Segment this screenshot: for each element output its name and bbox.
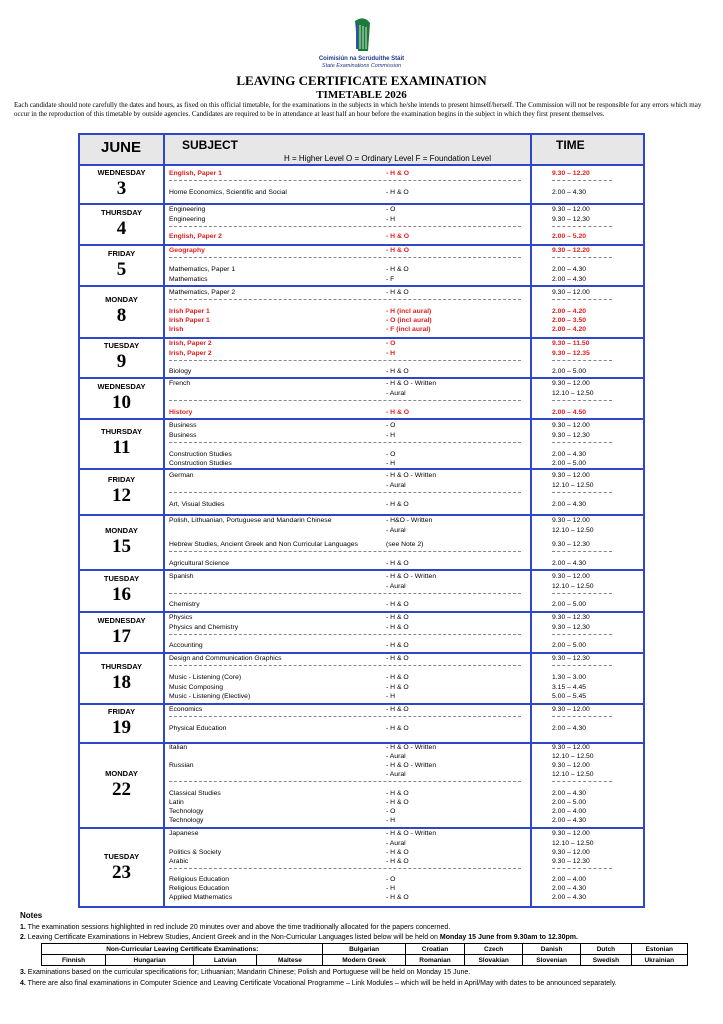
day-divider <box>80 244 643 246</box>
subject-name: French <box>169 380 191 387</box>
session-separator <box>169 226 521 227</box>
note-3 <box>20 969 470 976</box>
language-cell: Swedish <box>581 955 631 966</box>
day-date: 22 <box>112 778 131 800</box>
subject-name: Hebrew Studies, Ancient Greek and Non Curricular Languages <box>169 541 358 548</box>
day-divider <box>80 418 643 420</box>
day-date: 12 <box>112 485 131 506</box>
subject-name: Music - Listening (Elective) <box>169 693 251 700</box>
subject-level: - H & O <box>386 706 409 713</box>
subject-name: Latin <box>169 799 184 806</box>
subject-name: Economics <box>169 706 203 713</box>
day-date: 16 <box>112 584 131 605</box>
exam-time: 2.00 – 5.00 <box>552 368 587 375</box>
subject-name: Music Composing <box>169 684 224 691</box>
day-weekday: FRIDAY <box>107 475 136 484</box>
subject-level: - H <box>386 885 396 892</box>
time-column-divider <box>530 135 532 906</box>
subject-level: - Aural <box>386 840 406 847</box>
subject-level: - H & O <box>386 790 409 797</box>
subject-name: Irish <box>169 326 184 333</box>
exam-time: 2.00 – 4.30 <box>552 276 587 283</box>
org-name-irish: Coimisiún na Scrúduithe Stáit <box>318 56 405 62</box>
exam-time: 9.30 – 12.20 <box>552 170 590 177</box>
day-date: 8 <box>116 305 127 326</box>
exam-time: 2.00 – 4.30 <box>552 560 587 567</box>
session-separator <box>169 593 521 594</box>
subject-level: - H & O <box>386 289 409 296</box>
day-date: 18 <box>112 671 131 693</box>
exam-time: 9.30 – 12.00 <box>552 422 590 429</box>
subject-level: - H & O - Written <box>386 472 437 479</box>
language-cell: Modern Greek <box>323 955 405 966</box>
subject-name: Biology <box>169 368 192 375</box>
subject-name: Home Economics, Scientific and Social <box>169 189 287 196</box>
session-separator <box>169 781 521 782</box>
subject-level: - O <box>386 808 396 815</box>
day-divider <box>80 468 643 470</box>
session-separator <box>552 180 612 181</box>
language-cell: Hungarian <box>106 955 194 966</box>
exam-time: 2.00 – 4.00 <box>552 876 587 883</box>
exam-time: 2.00 – 4.50 <box>552 409 587 416</box>
languages-row-1 <box>42 944 688 955</box>
exam-time: 9.30 – 12.00 <box>552 706 590 713</box>
subject-name: Design and Communication Graphics <box>169 655 282 662</box>
subject-name: Polish, Lithuanian, Portuguese and Mandarin Chinese <box>169 517 332 524</box>
day-weekday: THURSDAY <box>101 427 142 436</box>
subject-name: Applied Mathematics <box>169 894 233 901</box>
exam-time: 9.30 – 12.00 <box>552 762 590 769</box>
note-1 <box>20 924 450 931</box>
session-separator <box>552 226 612 227</box>
subject-level: - H & O <box>386 501 409 508</box>
session-separator <box>169 400 521 401</box>
day-date: 3 <box>116 178 127 199</box>
session-separator <box>169 665 521 666</box>
subject-level: - H <box>386 693 396 700</box>
exam-time: 2.00 – 5.00 <box>552 460 587 467</box>
notes-heading: Notes <box>20 911 43 920</box>
exam-time: 12.10 – 12.50 <box>552 840 594 847</box>
exam-time: 2.00 – 4.30 <box>552 501 587 508</box>
day-weekday: FRIDAY <box>107 706 136 716</box>
subject-level: - H & O <box>386 684 409 691</box>
subject-level: - O <box>386 422 396 429</box>
subject-level: - H & O <box>386 674 409 681</box>
exam-time: 9.30 – 12.35 <box>552 350 590 357</box>
day-weekday: TUESDAY <box>103 341 140 350</box>
subject-name: Construction Studies <box>169 451 232 458</box>
day-weekday: FRIDAY <box>107 248 136 258</box>
subject-level: - H & O <box>386 614 409 621</box>
session-separator <box>169 360 521 361</box>
session-separator <box>169 257 521 258</box>
note-2-text: Leaving Certificate Examinations in Hebrew Studies, Ancient Greek and in the Non-Curricular Languages listed below will be held on <box>27 934 440 941</box>
subject-level: - O <box>386 340 396 347</box>
exam-time: 9.30 – 11.50 <box>552 340 590 347</box>
exam-time: 12.10 – 12.50 <box>552 753 594 760</box>
subject-name: Business <box>169 432 197 439</box>
subject-name: English, Paper 1 <box>169 170 222 177</box>
exam-time: 2.00 – 4.30 <box>552 451 587 458</box>
day-weekday: MONDAY <box>105 295 138 304</box>
language-cell: Bulgarian <box>323 944 405 955</box>
day-date: 9 <box>116 351 127 372</box>
language-cell: Maltese <box>257 955 323 966</box>
header-june: JUNE <box>101 139 142 156</box>
note-4-text: There are also final examinations in Computer Science and Leaving Certificate Vocational Programme – Link Modules – which will be held in April/May with dates to be announced separately. <box>27 980 617 987</box>
exam-time: 9.30 – 12.00 <box>552 472 590 479</box>
subject-name: Irish Paper 1 <box>169 308 210 315</box>
subject-name: Accounting <box>169 642 203 649</box>
subject-level: - Aural <box>386 583 406 590</box>
day-weekday: WEDNESDAY <box>97 615 146 625</box>
subject-level: - H & O <box>386 233 410 240</box>
day-divider <box>80 703 643 705</box>
subject-level: - H <box>386 817 396 824</box>
subject-level: - H & O <box>386 247 410 254</box>
exam-time: 2.00 – 4.30 <box>552 790 587 797</box>
subject-name: Politics & Society <box>169 849 222 856</box>
subject-level: - H & O <box>386 655 409 662</box>
session-separator <box>169 634 521 635</box>
session-separator <box>169 551 521 552</box>
note-4-number: 4. <box>20 980 26 987</box>
exam-time: 9.30 – 12.30 <box>552 216 590 223</box>
subject-level: - Aural <box>386 771 406 778</box>
exam-time: 9.30 – 12.00 <box>552 380 590 387</box>
exam-time: 12.10 – 12.50 <box>552 527 594 534</box>
day-divider <box>80 337 643 339</box>
harp-logo-icon <box>352 15 374 55</box>
day-date: 19 <box>112 716 131 738</box>
exam-time: 12.10 – 12.50 <box>552 583 594 590</box>
session-separator <box>552 551 612 552</box>
subject-name: Agricultural Science <box>169 560 230 567</box>
subject-name: Spanish <box>169 573 194 580</box>
subject-level: - F <box>386 276 395 283</box>
day-divider <box>80 611 643 613</box>
exam-time: 2.00 – 4.30 <box>552 894 587 901</box>
exam-time: 2.00 – 4.30 <box>552 189 587 196</box>
day-weekday: WEDNESDAY <box>97 168 146 177</box>
subject-level: - H & O <box>386 189 409 196</box>
exam-time: 2.00 – 5.20 <box>552 233 587 240</box>
exam-time: 2.00 – 4.20 <box>552 326 587 333</box>
subject-name: English, Paper 2 <box>169 233 222 240</box>
subject-name: History <box>169 409 193 416</box>
subject-level: - H & O <box>386 849 409 856</box>
subject-name: Physics <box>169 614 193 621</box>
subject-level: - H & O - Written <box>386 744 437 751</box>
session-separator <box>552 781 612 782</box>
subject-level: - O <box>386 206 396 213</box>
subject-level: - H & O <box>386 409 410 416</box>
subject-name: Technology <box>169 817 204 824</box>
exam-time: 2.00 – 4.30 <box>552 817 587 824</box>
header-time: TIME <box>556 138 585 152</box>
subject-level: - H & O <box>386 642 409 649</box>
exam-time: 9.30 – 12.30 <box>552 541 590 548</box>
subject-level: - H & O - Written <box>386 830 437 837</box>
exam-time: 9.30 – 12.30 <box>552 624 590 631</box>
subject-name: German <box>169 472 194 479</box>
day-date: 17 <box>112 625 131 647</box>
subject-name: Physics and Chemistry <box>169 624 239 631</box>
day-weekday: MONDAY <box>105 525 138 535</box>
date-column-divider <box>163 135 165 906</box>
session-separator <box>552 634 612 635</box>
subject-name: Russian <box>169 762 194 769</box>
day-divider <box>80 377 643 379</box>
subject-name: Technology <box>169 808 204 815</box>
session-separator <box>552 400 612 401</box>
intro-paragraph: Each candidate should note carefully the dates and hours, as fixed on this official timetable, for the examinations in the subjects in which he/she intends to present himself/herself. The Commission will not be responsible for any errors which may occur in the reproduction of this timetable by outside agencies. Candidates are required to be in attendance at least half an hour before the examination begins in the subject in which they first present themselves. <box>14 101 702 118</box>
day-divider <box>80 203 643 205</box>
subject-level: - Aural <box>386 390 406 397</box>
subject-name: Irish, Paper 2 <box>169 350 212 357</box>
exam-time: 9.30 – 12.00 <box>552 289 590 296</box>
subject-name: Mathematics <box>169 276 208 283</box>
language-cell: Slovakian <box>465 955 523 966</box>
subject-name: Engineering <box>169 206 206 213</box>
language-cell: Slovenian <box>522 955 580 966</box>
subject-level: - H & O <box>386 894 409 901</box>
subject-name: Music - Listening (Core) <box>169 674 242 681</box>
day-weekday: TUESDAY <box>103 574 140 583</box>
exam-time: 3.15 – 4.45 <box>552 684 587 691</box>
language-cell: Dutch <box>581 944 631 955</box>
day-divider <box>80 652 643 654</box>
page-subtitle: TIMETABLE 2026 <box>316 89 407 101</box>
exam-time: 9.30 – 12.00 <box>552 206 590 213</box>
language-cell: Finnish <box>42 955 106 966</box>
subject-name: Art, Visual Studies <box>169 501 225 508</box>
subject-name: Construction Studies <box>169 460 232 467</box>
day-date: 4 <box>116 217 127 239</box>
subject-name: Religious Education <box>169 876 230 883</box>
exam-time: 9.30 – 12.30 <box>552 858 590 865</box>
subject-level: - H & O <box>386 266 409 273</box>
note-2-date: Monday 15 June from 9.30am to 12.30pm. <box>439 934 578 941</box>
exam-time: 9.30 – 12.00 <box>552 849 590 856</box>
note-1-number: 1. <box>20 924 26 931</box>
day-date: 10 <box>112 391 131 413</box>
subject-level: - H & O <box>386 170 410 177</box>
page-title: LEAVING CERTIFICATE EXAMINATION <box>236 73 487 88</box>
session-separator <box>169 442 521 443</box>
exam-time: 2.00 – 5.00 <box>552 642 587 649</box>
language-cell: Estonian <box>631 944 687 955</box>
subject-name: Irish Paper 1 <box>169 317 210 324</box>
header-levels-legend: H = Higher Level O = Ordinary Level F = Foundation Level <box>284 154 491 163</box>
subject-name: Engineering <box>169 216 206 223</box>
exam-time: 1.30 – 3.00 <box>552 674 587 681</box>
language-cell: Ukrainian <box>631 955 687 966</box>
subject-level: - H & O <box>386 560 409 567</box>
subject-level: - F (incl aural) <box>386 326 431 333</box>
header-subject: SUBJECT <box>182 138 239 152</box>
subject-level: - Aural <box>386 527 406 534</box>
subject-level: (see Note 2) <box>386 541 424 548</box>
subject-level: - H <box>386 460 396 467</box>
exam-time: 9.30 – 12.30 <box>552 614 590 621</box>
subject-level: - O (incl aural) <box>386 317 432 324</box>
note-4 <box>20 980 617 987</box>
subject-level: - Aural <box>386 482 406 489</box>
subject-name: Mathematics, Paper 2 <box>169 289 236 296</box>
subject-level: - H & O <box>386 368 409 375</box>
subject-level: - H (incl aural) <box>386 308 432 315</box>
language-cell: Romanian <box>405 955 465 966</box>
exam-time: 2.00 – 5.00 <box>552 799 587 806</box>
org-name-english: State Examinations Commission <box>321 63 402 69</box>
subject-name: Mathematics, Paper 1 <box>169 266 236 273</box>
session-separator <box>552 868 612 869</box>
languages-row-2 <box>42 955 688 966</box>
exam-time: 9.30 – 12.00 <box>552 744 590 751</box>
session-separator <box>552 299 612 300</box>
exam-time: 9.30 – 12.00 <box>552 517 590 524</box>
exam-time: 12.10 – 12.50 <box>552 771 594 778</box>
subject-level: - H & O <box>386 799 409 806</box>
language-cell: Czech <box>465 944 523 955</box>
languages-table <box>41 943 688 966</box>
day-divider <box>80 569 643 571</box>
subject-level: - O <box>386 876 396 883</box>
session-separator <box>169 868 521 869</box>
day-weekday: TUESDAY <box>103 851 140 861</box>
exam-time: 12.10 – 12.50 <box>552 390 594 397</box>
exam-time: 2.00 – 4.30 <box>552 266 587 273</box>
subject-level: - H & O - Written <box>386 573 437 580</box>
day-date: 5 <box>116 258 127 280</box>
exam-time: 2.00 – 4.30 <box>552 885 587 892</box>
subject-level: - Aural <box>386 753 406 760</box>
subject-name: Religious Education <box>169 885 230 892</box>
subject-name: Chemistry <box>169 601 200 608</box>
subject-level: - H & O <box>386 858 409 865</box>
subject-level: - H & O - Written <box>386 762 437 769</box>
subject-level: - H & O <box>386 624 409 631</box>
note-2-number: 2. <box>20 934 26 941</box>
session-separator <box>552 716 612 717</box>
day-date: 11 <box>112 437 131 458</box>
session-separator <box>552 593 612 594</box>
exam-time: 5.00 – 5.45 <box>552 693 587 700</box>
note-3-text: Examinations based on the curricular specifications for; Lithuanian; Mandarin Chinese; Polish and Portuguese will be held on Monday 15 June. <box>27 969 471 976</box>
day-weekday: THURSDAY <box>101 661 142 671</box>
subject-level: - H <box>386 432 396 439</box>
day-date: 15 <box>112 535 131 557</box>
exam-time: 2.00 – 4.30 <box>552 725 587 732</box>
subject-name: Classical Studies <box>169 790 221 797</box>
subject-name: Italian <box>169 744 188 751</box>
day-weekday: THURSDAY <box>101 207 142 217</box>
exam-time: 9.30 – 12.30 <box>552 432 590 439</box>
note-3-number: 3. <box>20 969 26 976</box>
subject-level: - H & O - Written <box>386 380 437 387</box>
session-separator <box>552 665 612 666</box>
session-separator <box>552 257 612 258</box>
session-separator <box>169 492 521 493</box>
subject-name: Physical Education <box>169 725 227 732</box>
day-weekday: WEDNESDAY <box>97 381 146 391</box>
subject-level: - H <box>386 216 396 223</box>
exam-time: 2.00 – 5.00 <box>552 601 587 608</box>
session-separator <box>552 492 612 493</box>
session-separator <box>169 299 521 300</box>
note-1-text: The examination sessions highlighted in red include 20 minutes over and above the time traditionally allocated for the papers concerned. <box>27 924 451 931</box>
language-cell: Latvian <box>194 955 257 966</box>
subject-level: - H <box>386 350 396 357</box>
language-cell: Danish <box>522 944 580 955</box>
subject-level: - H&O - Written <box>386 517 433 524</box>
session-separator <box>169 180 521 181</box>
session-separator <box>552 360 612 361</box>
subject-name: Irish, Paper 2 <box>169 340 212 347</box>
exam-time: 2.00 – 4.00 <box>552 808 587 815</box>
exam-time: 12.10 – 12.50 <box>552 482 594 489</box>
exam-time: 9.30 – 12.00 <box>552 830 590 837</box>
exam-time: 2.00 – 4.20 <box>552 308 587 315</box>
day-weekday: MONDAY <box>105 768 138 778</box>
day-divider <box>80 827 643 829</box>
exam-time: 2.00 – 3.50 <box>552 317 587 324</box>
subject-level: - O <box>386 451 396 458</box>
subject-name: Japanese <box>169 830 199 837</box>
day-date: 23 <box>112 861 131 883</box>
languages-title: Non-Curricular Leaving Certificate Examinations: <box>42 944 323 955</box>
subject-level: - H & O <box>386 725 409 732</box>
day-divider <box>80 514 643 516</box>
subject-level: - H & O <box>386 601 409 608</box>
exam-time: 9.30 – 12.30 <box>552 655 590 662</box>
session-separator <box>169 716 521 717</box>
session-separator <box>552 442 612 443</box>
language-cell: Croatian <box>405 944 465 955</box>
day-divider <box>80 285 643 287</box>
subject-name: Business <box>169 422 197 429</box>
exam-time: 9.30 – 12.20 <box>552 247 590 254</box>
subject-name: Geography <box>169 247 205 254</box>
subject-name: Arabic <box>169 858 189 865</box>
note-2 <box>20 934 578 941</box>
exam-time: 9.30 – 12.00 <box>552 573 590 580</box>
